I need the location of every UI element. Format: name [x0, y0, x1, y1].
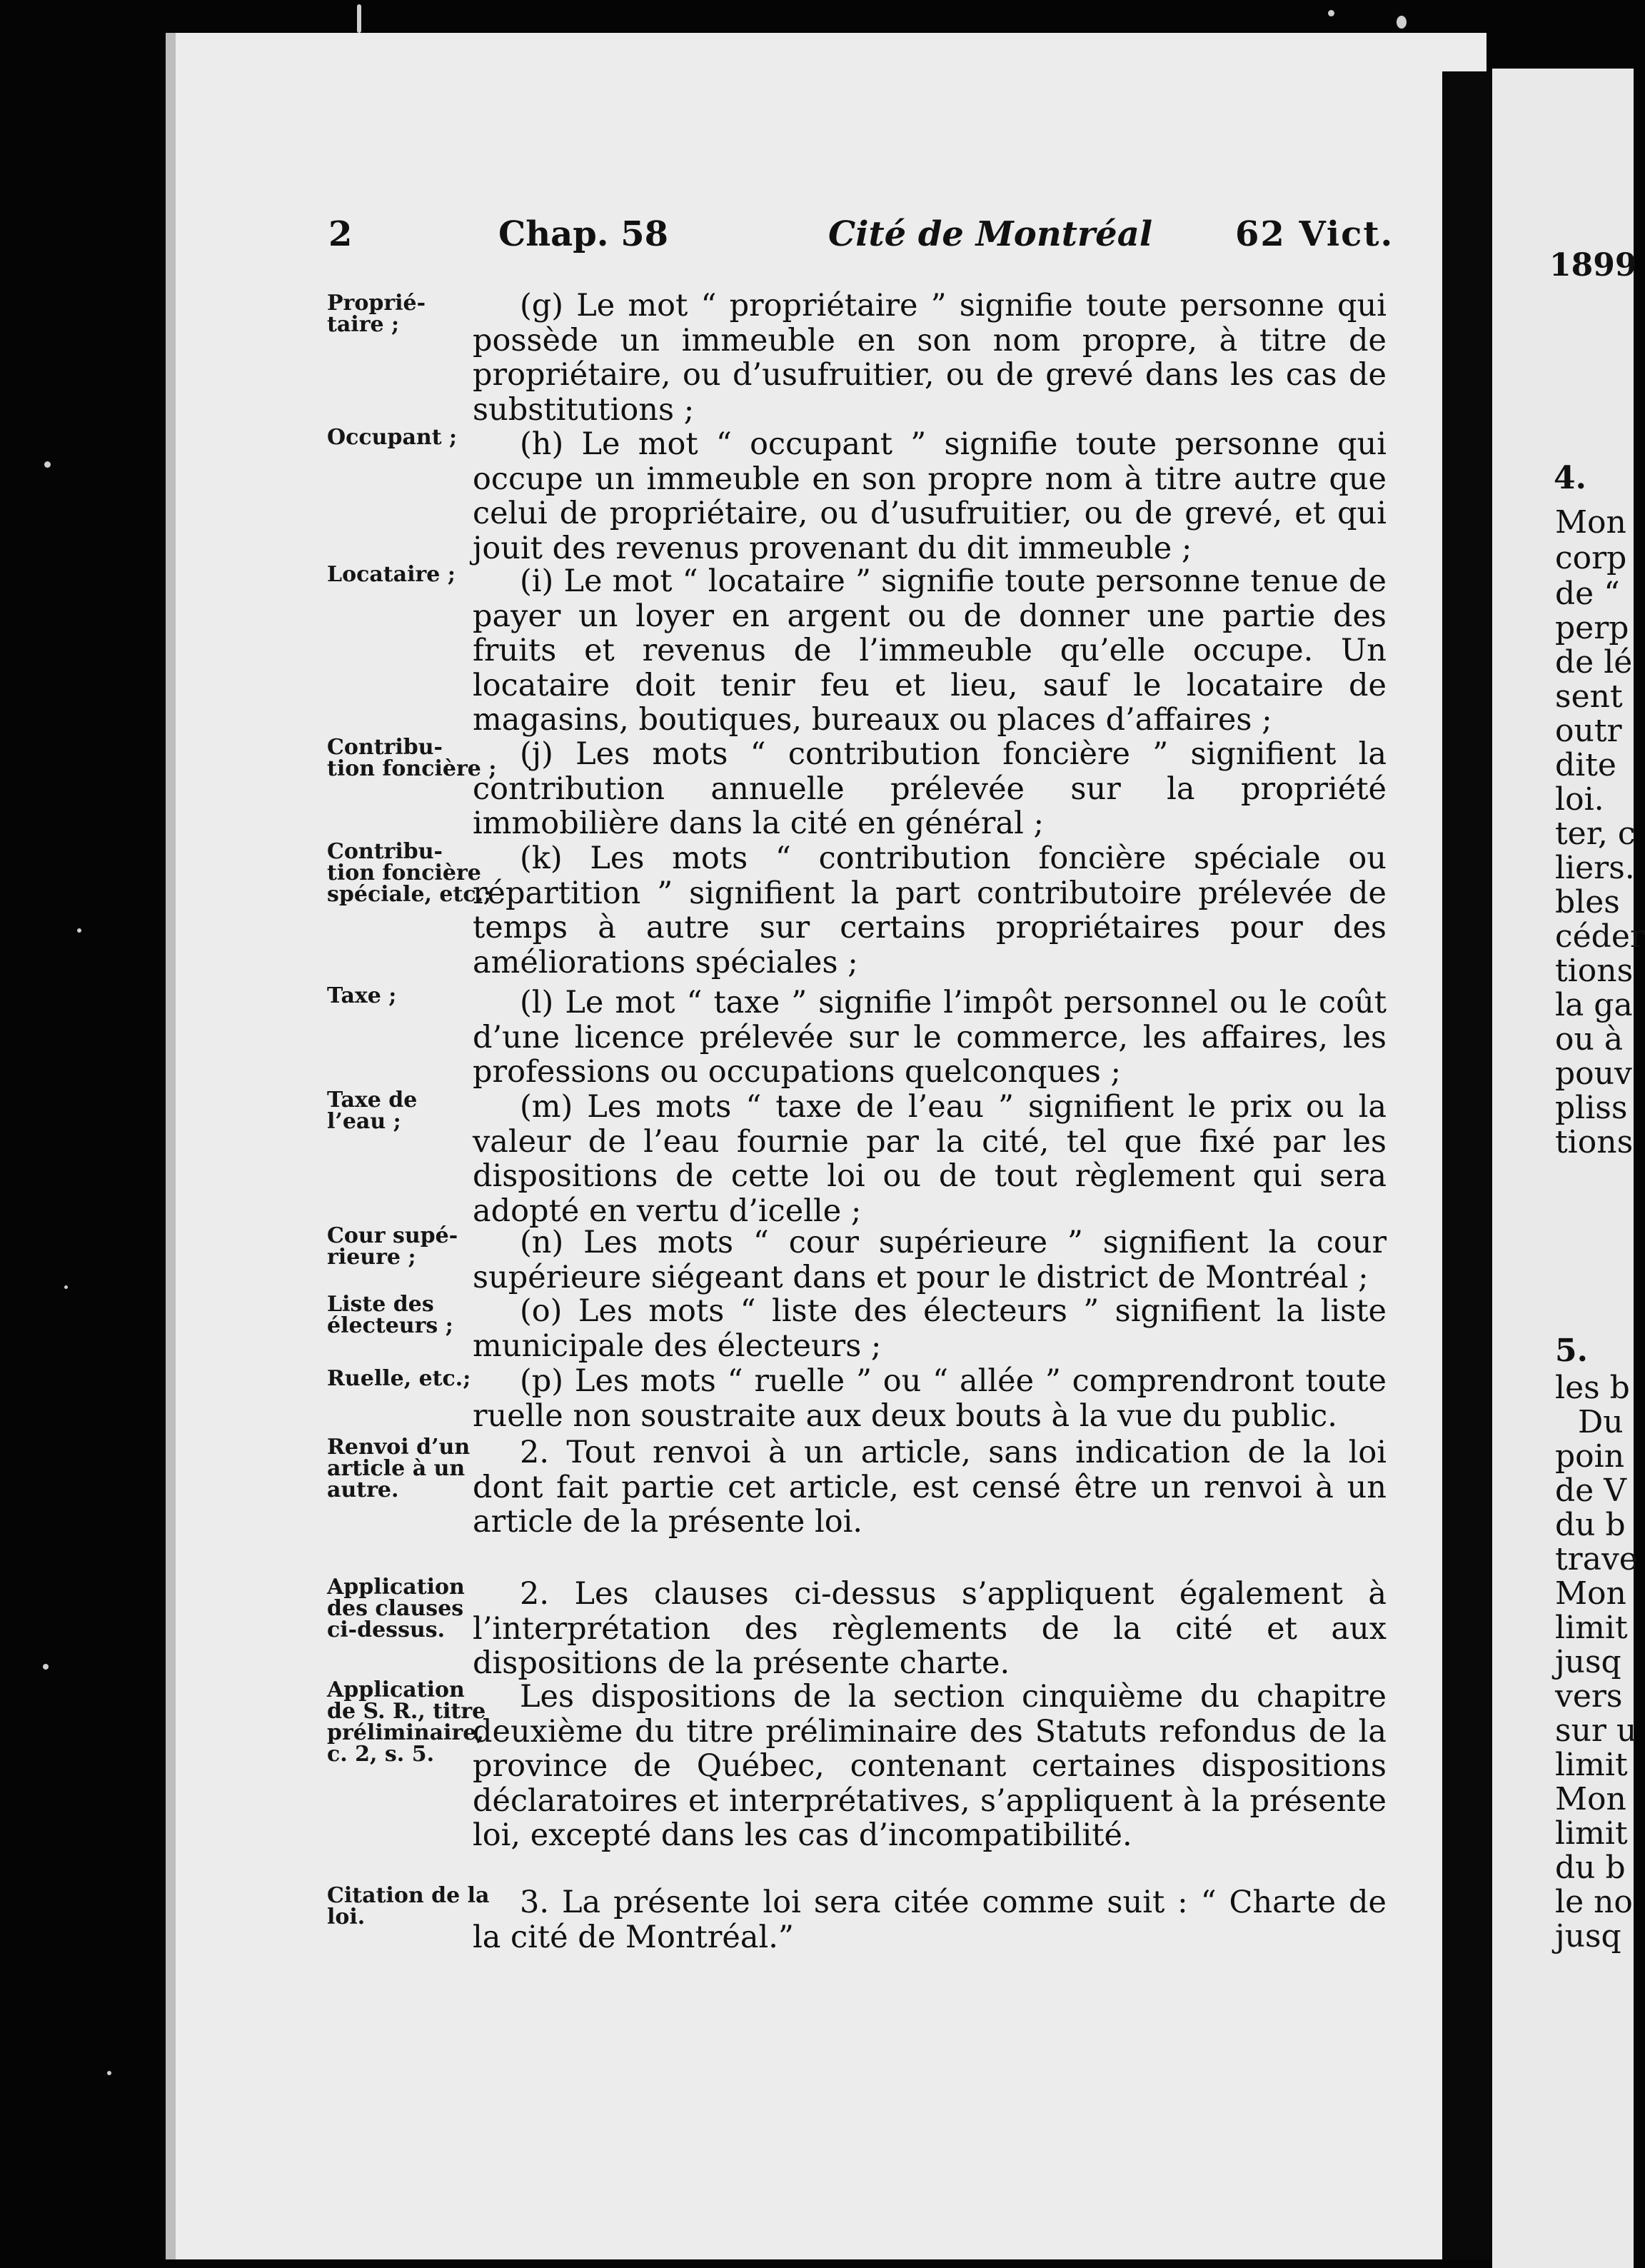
facing-line: limit [1555, 1747, 1628, 1783]
paragraph-l: (l) Le mot “ taxe ” signifie l’impôt personnel ou le coût d’une licence prélevée sur le commerce, les affaires, les professions ou occupations quelconques ; [473, 985, 1387, 1090]
facing-line: pouv [1555, 1055, 1632, 1092]
margin-note-liste-electeurs: Liste des électeurs ; [327, 1292, 453, 1338]
facing-line: sur u [1555, 1712, 1637, 1749]
book-binding [1442, 71, 1492, 2259]
facing-line: de “ [1555, 576, 1620, 612]
paragraph-j: (j) Les mots “ contribution foncière ” signifient la contribution annuelle prélevée sur la propriété immobilière dans la cité en général ; [473, 736, 1387, 841]
facing-line: 1899 [1549, 247, 1637, 284]
facing-line: 5. [1555, 1333, 1588, 1369]
facing-line: les b [1555, 1370, 1630, 1406]
facing-line: tions [1555, 1124, 1634, 1160]
facing-line: loi. [1555, 781, 1604, 818]
regnal-year: 62 Vict. [1235, 214, 1394, 254]
facing-page [1492, 69, 1645, 2268]
margin-note-locataire: Locataire ; [327, 562, 456, 587]
paragraph-g: (g) Le mot “ propriétaire ” signifie toute personne qui possède un immeuble en son nom propre, à titre de propriétaire, ou d’usufruitier, ou de grevé dans les cas de substitutions ; [473, 288, 1387, 428]
paragraph-p: (p) Les mots “ ruelle ” ou “ allée ” comprendront toute ruelle non soustraite aux deux bouts à la vue du public. [473, 1363, 1387, 1434]
facing-line: Du [1578, 1404, 1624, 1440]
margin-note-renvoi: Renvoi d’un article à un autre. [327, 1435, 471, 1502]
facing-line: bles [1555, 884, 1620, 920]
article-2-second-paragraph: Les dispositions de la section cinquième du chapitre deuxième du titre préliminaire des Statuts refondus de la province de Québec, contenant certaines dispositions déclaratoires et interprétatives, s’appliquent à la présente loi, excepté dans les cas d’incompatibilité. [473, 1679, 1387, 1853]
margin-note-cour-superieure: Cour supé- rieure ; [327, 1223, 458, 1270]
facing-line: de V [1555, 1472, 1626, 1509]
margin-note-contribution-speciale: Contribu- tion foncière spéciale, etc.; [327, 839, 492, 907]
facing-line: poin [1555, 1438, 1625, 1475]
paragraph-o: (o) Les mots “ liste des électeurs ” signifient la liste municipale des électeurs ; [473, 1293, 1387, 1364]
facing-line: le no [1555, 1884, 1633, 1920]
facing-line: outr [1555, 713, 1622, 749]
facing-line: sent [1555, 678, 1623, 715]
margin-note-application-clauses: Application des clauses ci-dessus. [327, 1575, 465, 1642]
facing-line: dite [1555, 747, 1616, 783]
facing-line: de lé [1555, 644, 1633, 681]
paragraph-m: (m) Les mots “ taxe de l’eau ” signifient le prix ou la valeur de l’eau fournie par la cité, tel que fixé par les dispositions de cette loi ou de tout règlement qui sera adopté en vertu d’icelle ; [473, 1089, 1387, 1229]
article-2: 2. Les clauses ci-dessus s’appliquent également à l’interprétation des règlements de la cité et aux dispositions de la présente charte. [473, 1576, 1387, 1681]
facing-line: jusq [1555, 1918, 1621, 1955]
facing-line: tions [1555, 953, 1634, 989]
facing-line: céder [1555, 918, 1645, 955]
paragraph-h: (h) Le mot “ occupant ” signifie toute personne qui occupe un immeuble en son propre nom à titre autre que celui de propriétaire, ou d’usufruitier, ou de grevé, et qui jouit des revenus provenant du dit immeuble ; [473, 426, 1387, 566]
paragraph-n: (n) Les mots “ cour supérieure ” signifient la cour supérieure siégeant dans et pour le district de Montréal ; [473, 1225, 1387, 1295]
facing-line: jusq [1555, 1644, 1621, 1680]
running-title: Cité de Montréal [828, 214, 1153, 254]
facing-line: pliss [1555, 1090, 1628, 1126]
paragraph-k: (k) Les mots “ contribution foncière spéciale ou répartition ” signifient la part contributoire prélevée de temps à autre sur certains propriétaires pour des améliorations spéciales ; [473, 841, 1387, 980]
subsection-2: 2. Tout renvoi à un article, sans indication de la loi dont fait partie cet article, est censé être un renvoi à un article de la présente loi. [473, 1435, 1387, 1540]
facing-line: Mon [1555, 1781, 1626, 1817]
margin-note-application-sr: Application de S. R., titre préliminaire, c. 2, s. 5. [327, 1677, 486, 1767]
facing-line: limit [1555, 1610, 1628, 1646]
facing-line: corp [1555, 540, 1627, 576]
facing-line: Mon [1555, 504, 1626, 541]
facing-line: du b [1555, 1507, 1626, 1543]
margin-note-taxe-eau: Taxe de l’eau ; [327, 1088, 418, 1134]
facing-line: 4. [1554, 460, 1586, 496]
facing-line: limit [1555, 1815, 1628, 1852]
margin-note-proprietaire: Proprié- taire ; [327, 291, 426, 337]
article-3: 3. La présente loi sera citée comme suit : “ Charte de la cité de Montréal.” [473, 1885, 1387, 1955]
facing-line: du b [1555, 1850, 1626, 1886]
margin-note-ruelle: Ruelle, etc.; [327, 1366, 471, 1391]
margin-note-taxe: Taxe ; [327, 983, 397, 1008]
facing-line: trave [1555, 1541, 1638, 1577]
margin-note-citation: Citation de la loi. [327, 1883, 490, 1930]
facing-line: la ga [1555, 987, 1633, 1023]
facing-line: liers. [1555, 850, 1635, 886]
facing-line: ou à [1555, 1021, 1624, 1058]
margin-note-contribution-fonciere: Contribu- tion foncière ; [327, 735, 497, 781]
facing-line: perp [1555, 610, 1629, 646]
chapter-label: Chap. 58 [498, 214, 668, 254]
facing-line: ter, c [1555, 816, 1636, 852]
page-number: 2 [328, 214, 353, 254]
facing-line: vers [1555, 1678, 1623, 1715]
paragraph-i: (i) Le mot “ locataire ” signifie toute personne tenue de payer un loyer en argent ou de donner une partie des fruits et revenus de l’immeuble qu’elle occupe. Un locataire doit tenir feu et lieu, sauf le locataire de magasins, boutiques, bureaux ou places d’affaires ; [473, 563, 1387, 738]
facing-line: Mon [1555, 1575, 1626, 1612]
margin-note-occupant: Occupant ; [327, 425, 458, 450]
